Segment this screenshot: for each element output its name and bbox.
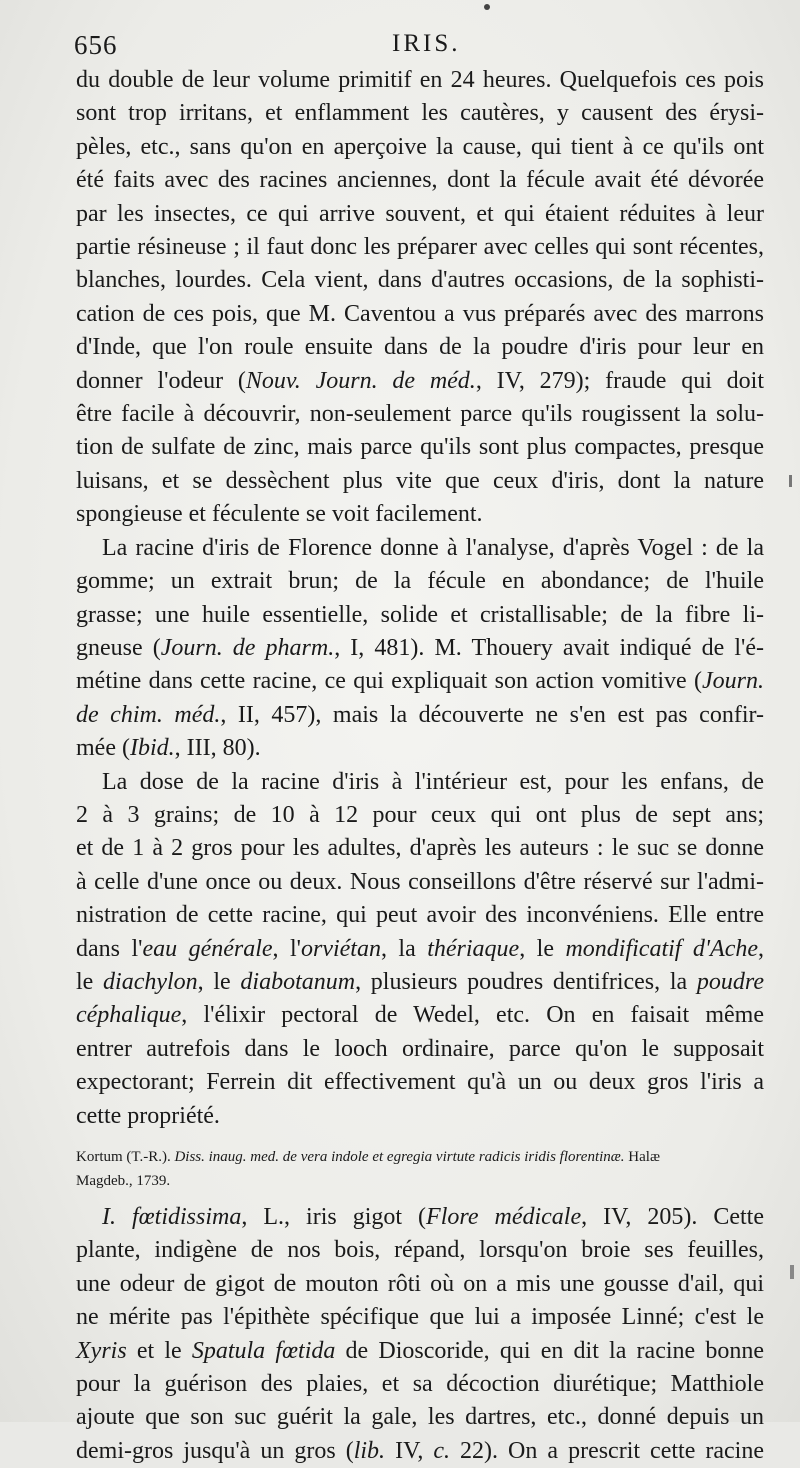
paragraph-4 [76, 1201, 764, 1468]
text-line: La dose de la racine d'iris à l'intérieur est, pour les enfans, de [102, 768, 764, 795]
citation-italic: Journ. de pharm. [160, 634, 335, 661]
remedy-italic: diabotanum [240, 968, 356, 995]
paragraph-2 [76, 532, 764, 766]
citation-italic: Nouv. Journ. de méd. [245, 367, 476, 394]
text-run: , l'élixir pectoral de Wedel, etc. On en faisait même [181, 1002, 764, 1029]
page-edge-mark [790, 1265, 794, 1279]
text-line: expectorant; Ferrein dit effectivement qu'à un ou deux gros l'iris a [76, 1069, 764, 1096]
text-line [76, 732, 764, 765]
text-line: nistration de cette racine, qui peut avoir des inconvéniens. Elle entre [76, 902, 764, 929]
text-line: une odeur de gigot de mouton rôti où on a mis une gousse d'ail, qui [76, 1270, 764, 1297]
text-run: , [758, 935, 765, 962]
text-run: , I, 481). M. Thouery avait indiqué de l'é- [334, 634, 764, 661]
text-line [76, 665, 764, 698]
species-name: Xyris [76, 1337, 127, 1364]
text-run: de Dioscoride, qui en dit la racine bonne [335, 1337, 764, 1364]
ink-speck [484, 4, 490, 10]
text-line: tion de sulfate de zinc, mais parce qu'ils sont plus compactes, presque [76, 434, 764, 461]
text-line [76, 933, 764, 966]
text-line [76, 632, 764, 665]
paragraph-3 [76, 766, 764, 1133]
remedy-italic: thériaque [427, 935, 520, 962]
citation-italic: lib. [353, 1437, 386, 1464]
text-line: cette propriété. [76, 1102, 220, 1129]
text-line [76, 699, 764, 732]
text-line: luisans, et se dessèchent plus vite que ceux d'iris, dont la nature [76, 467, 764, 494]
text-run: , l' [272, 935, 301, 962]
text-line: partie résineuse ; il faut donc les préparer avec celles qui sont récentes, [76, 234, 764, 261]
text-line: par les insectes, ce qui arrive souvent, et qui étaient réduites à leur [76, 200, 764, 227]
text-line: ne mérite pas l'épithète spécifique que lui a imposée Linné; c'est le [76, 1304, 764, 1331]
text-line: ajoute que son suc guérit la gale, les dartres, etc., donné depuis un [76, 1404, 764, 1431]
text-run: , le [519, 935, 566, 962]
remedy-italic: poudre [696, 968, 764, 995]
text-line: 2 à 3 grains; de 10 à 12 pour ceux qui ont plus de sept ans; [76, 801, 764, 828]
text-run: , le [197, 968, 241, 995]
text-line [76, 966, 764, 999]
text-line: cation de ces pois, que M. Caventou a vus préparés avec des marrons [76, 300, 764, 327]
citation-italic: Journ. [702, 668, 764, 695]
remedy-italic: orviétan [300, 935, 381, 962]
text-line: blanches, lourdes. Cela vient, dans d'autres occasions, de la sophisti- [76, 267, 764, 294]
text-line [76, 1435, 764, 1468]
text-line [76, 365, 764, 398]
remedy-italic: céphalique [76, 1002, 182, 1029]
text-run: le [76, 968, 104, 995]
text-run: dans l' [76, 935, 143, 962]
citation-italic: Ibid. [129, 735, 175, 762]
text-run: IV, [385, 1437, 434, 1464]
text-line: du double de leur volume primitif en 24 heures. Quelquefois ces pois [76, 67, 764, 93]
text-run: mée ( [76, 735, 130, 762]
text-line: plante, indigène de nos bois, répand, lorsqu'on broie ses feuilles, [76, 1237, 764, 1264]
species-name: Spatula fœtida [191, 1337, 336, 1364]
note-title: Diss. inaug. med. de vera indole et egregia virtute radicis iridis florentinæ. [174, 1149, 625, 1165]
citation-italic: Flore médicale [426, 1204, 582, 1230]
text-line: pèles, etc., sans qu'on en aperçoive la cause, qui tient à ce qu'ils ont [76, 133, 764, 160]
text-line: grasse; une huile essentielle, solide et cristallisable; de la fibre li- [76, 601, 764, 628]
text-run: , II, 457), mais la découverte ne s'en est pas confir- [220, 701, 764, 728]
text-line: gomme; un extrait brun; de la fécule en abondance; de l'huile [76, 568, 764, 595]
remedy-italic: diachylon [103, 968, 198, 995]
note-place-date: Magdeb., 1739. [76, 1173, 171, 1189]
bibliographic-note [76, 1145, 764, 1193]
page-number: 656 [74, 30, 118, 60]
note-place: Halæ [624, 1149, 660, 1165]
note-author: Kortum (T.-R.). [76, 1149, 175, 1165]
paragraph-1 [76, 64, 764, 532]
text-line: entrer autrefois dans le looch ordinaire, parce qu'on le supposait [76, 1035, 764, 1062]
text-line: La racine d'iris de Florence donne à l'analyse, d'après Vogel : de la [102, 534, 764, 561]
remedy-italic: mondificatif d'Ache [565, 935, 759, 962]
citation-italic: de chim. méd. [76, 701, 221, 728]
text-run: , IV, 205). Cette [581, 1204, 764, 1230]
running-head: IRIS. [392, 30, 461, 57]
text-line: d'Inde, que l'on roule ensuite dans de la poudre d'iris pour leur en [76, 334, 764, 361]
text-run: , III, 80). [174, 735, 261, 762]
page-edge-mark [789, 475, 792, 487]
text-line: à celle d'une once ou deux. Nous conseillons d'être réservé sur l'admi- [76, 868, 764, 895]
text-run: et le [126, 1337, 192, 1364]
text-line: pour la guérison des plaies, et sa décoction diurétique; Matthiole [76, 1371, 764, 1398]
text-run: gneuse ( [76, 634, 161, 661]
text-run: donner l'odeur ( [76, 367, 246, 394]
text-run: , plusieurs poudres dentifrices, la [355, 968, 697, 995]
text-line: été faits avec des racines anciennes, dont la fécule avait été dévorée [76, 167, 764, 194]
text-line: sont trop irritans, et enflamment les cautères, y causent des érysi- [76, 100, 764, 127]
text-run: , L., iris gigot ( [241, 1204, 427, 1230]
text-run: , la [380, 935, 428, 962]
text-line: et de 1 à 2 gros pour les adultes, d'après les auteurs : le suc se donne [76, 835, 764, 862]
species-name: I. fœtidissima [102, 1204, 242, 1230]
text-run: , IV, 279); fraude qui doit [475, 367, 765, 394]
text-run: 22). On a prescrit cette racine [450, 1437, 764, 1464]
text-line: être facile à découvrir, non-seulement parce qu'ils rougissent la solu- [76, 401, 764, 428]
remedy-italic: eau générale [142, 935, 273, 962]
text-line [76, 999, 764, 1032]
citation-italic: c. [433, 1437, 450, 1464]
text-line [76, 1335, 764, 1368]
text-line [76, 1201, 764, 1234]
text-line: spongieuse et féculente se voit facilement. [76, 501, 483, 528]
body-text [76, 64, 764, 1468]
text-run: métine dans cette racine, ce qui expliquait son action vomitive ( [76, 668, 702, 695]
text-run: demi-gros jusqu'à un gros ( [76, 1437, 354, 1464]
